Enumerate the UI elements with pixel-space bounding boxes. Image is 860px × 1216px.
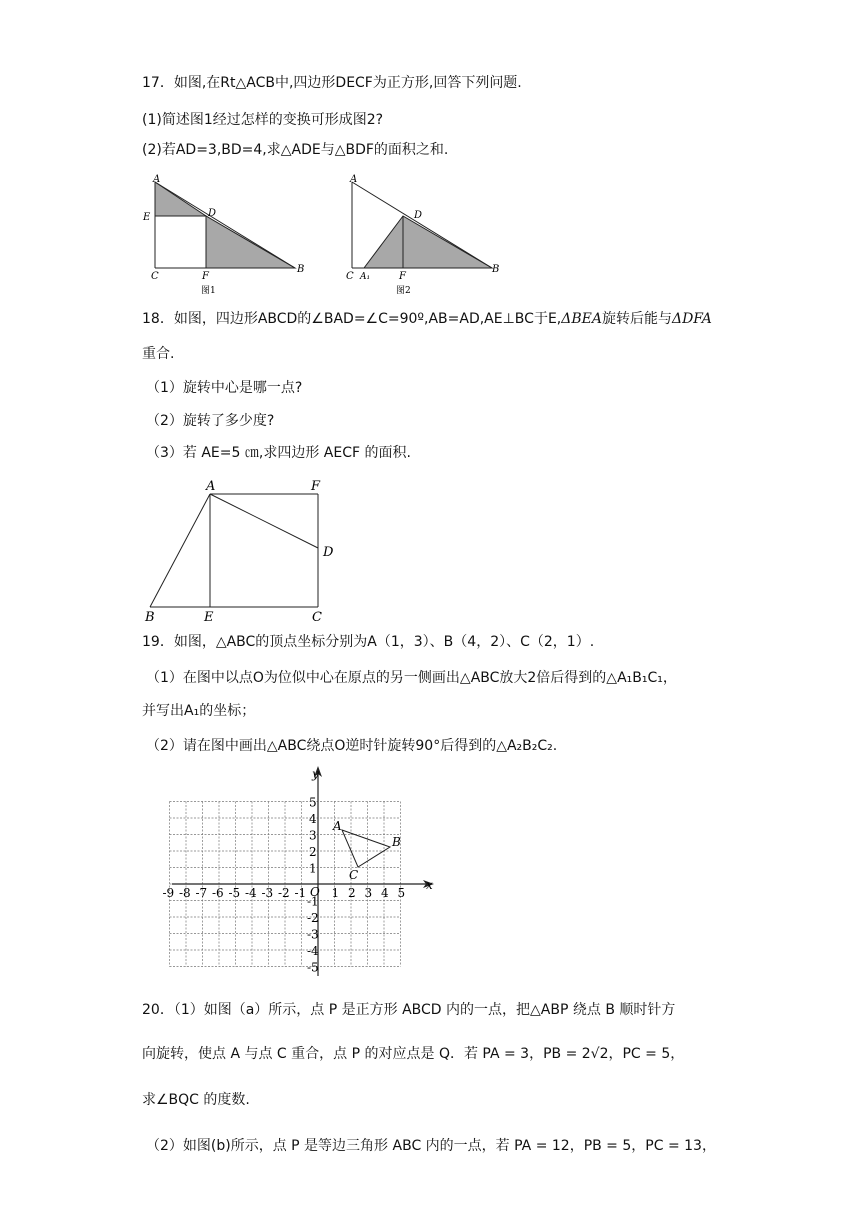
x-tick-label: 5 — [397, 886, 406, 900]
x-tick-label: 2 — [348, 886, 356, 900]
y-tick-label: -1 — [307, 894, 319, 909]
q17-part2: (2)若AD=3,BD=4,求△ADE与△BDF的面积之和. — [142, 142, 449, 158]
q18-figure — [140, 474, 350, 624]
fig2-label-D: D — [414, 210, 423, 221]
x-tick-label: -9 — [162, 886, 175, 900]
q18-part1: （1）旋转中心是哪一点? — [146, 380, 303, 396]
q17-figure-1 — [140, 170, 320, 300]
q18-label-A: A — [206, 479, 216, 494]
q19-coordinate-grid — [162, 764, 448, 984]
x-tick-label: -1 — [294, 886, 307, 900]
y-tick-label: 3 — [309, 828, 317, 843]
fig2-label-B: B — [492, 264, 500, 275]
fig2-label-C: C — [346, 271, 354, 282]
y-tick-label: 1 — [309, 861, 317, 876]
triangle-abc — [342, 830, 390, 867]
vertex-label-C: C — [349, 868, 359, 882]
q18-label-F: F — [311, 479, 321, 494]
origin-label: O — [310, 885, 320, 899]
x-tick-label: -3 — [261, 886, 274, 900]
y-tick-label: 4 — [309, 812, 317, 826]
y-axis-label: y — [312, 767, 319, 781]
q20-line4: （2）如图(b)所示，点 P 是等边三角形 ABC 内的一点，若 PA = 12，PB = 5，PC = 13， — [146, 1138, 716, 1154]
x-tick-label: 1 — [331, 886, 340, 900]
fig2-caption: 图2 — [396, 286, 411, 296]
q17-figure-2 — [340, 170, 520, 300]
vertex-label-B: B — [392, 835, 401, 849]
fig2-label-A: A — [350, 174, 358, 185]
q18-stem-c: 重合. — [142, 346, 175, 362]
q18-label-C: C — [312, 610, 322, 625]
fig1-label-D: D — [208, 208, 217, 219]
fig2-label-A1: A₁ — [360, 272, 371, 282]
x-tick-label: 3 — [364, 886, 373, 900]
q18-label-E: E — [204, 610, 214, 625]
fig1-label-F: F — [202, 271, 209, 282]
q19-part1b: 并写出A₁的坐标； — [142, 703, 256, 719]
fig1-label-C: C — [151, 271, 159, 282]
vertex-label-A: A — [333, 819, 342, 833]
y-tick-label: -3 — [307, 927, 319, 942]
q17-stem: 17．如图,在Rt△ACB中,四边形DECF为正方形,回答下列问题. — [142, 75, 522, 91]
q19-stem: 19．如图，△ABC的顶点坐标分别为A（1，3）、B（4，2）、C（2，1）. — [142, 634, 595, 650]
x-tick-label: 4 — [381, 886, 389, 900]
y-tick-label: -4 — [307, 944, 319, 958]
x-tick-label: -7 — [195, 886, 208, 900]
y-tick-label: -5 — [307, 960, 319, 975]
x-tick-label: -5 — [228, 886, 241, 900]
fig2-label-F: F — [399, 271, 406, 282]
q18-triangle-bea: ΔBEA — [561, 311, 602, 327]
fig1-label-E: E — [143, 212, 151, 223]
q18-label-D: D — [323, 545, 334, 560]
x-tick-label: -6 — [212, 886, 224, 900]
x-tick-label: -8 — [179, 886, 191, 900]
y-tick-label: -2 — [307, 911, 319, 925]
y-tick-label: 5 — [309, 795, 317, 810]
q18-label-B: B — [145, 610, 155, 625]
x-tick-label: -2 — [278, 886, 290, 900]
q20-line1: 20．（1）如图（a）所示，点 P 是正方形 ABCD 内的一点，把△ABP 绕点 B 顺时针方 — [142, 1002, 676, 1018]
q17-part1: (1)简述图1经过怎样的变换可形成图2? — [142, 112, 384, 128]
x-axis-label: x — [426, 878, 433, 892]
fig1-label-A: A — [153, 174, 161, 185]
fig1-caption: 图1 — [201, 286, 216, 296]
fig1-label-B: B — [297, 264, 305, 275]
q18-triangle-dfa: ΔDFA — [671, 311, 712, 327]
q20-line2: 向旋转，使点 A 与点 C 重合，点 P 的对应点是 Q．若 PA = 3，PB = 2√2，PC = 5， — [142, 1046, 685, 1062]
q18-stem — [142, 309, 712, 329]
q19-part1a: （1）在图中以点O为位似中心在原点的另一侧画出△ABC放大2倍后得到的△A₁B₁C₁， — [146, 670, 677, 686]
q18-stem-a: 18．如图，四边形ABCD的∠BAD=∠C=90º,AB=AD,AE⊥BC于E, — [142, 311, 562, 327]
x-tick-label: -4 — [245, 886, 257, 900]
q18-part3: （3）若 AE=5 ㎝,求四边形 AECF 的面积. — [146, 445, 411, 461]
q18-part2: （2）旋转了多少度? — [146, 413, 275, 429]
q20-line3: 求∠BQC 的度数. — [142, 1092, 250, 1108]
q18-stem-b: 旋转后能与 — [601, 311, 672, 327]
q19-part2: （2）请在图中画出△ABC绕点O逆时针旋转90°后得到的△A₂B₂C₂. — [146, 738, 558, 754]
y-tick-label: 2 — [309, 845, 317, 859]
